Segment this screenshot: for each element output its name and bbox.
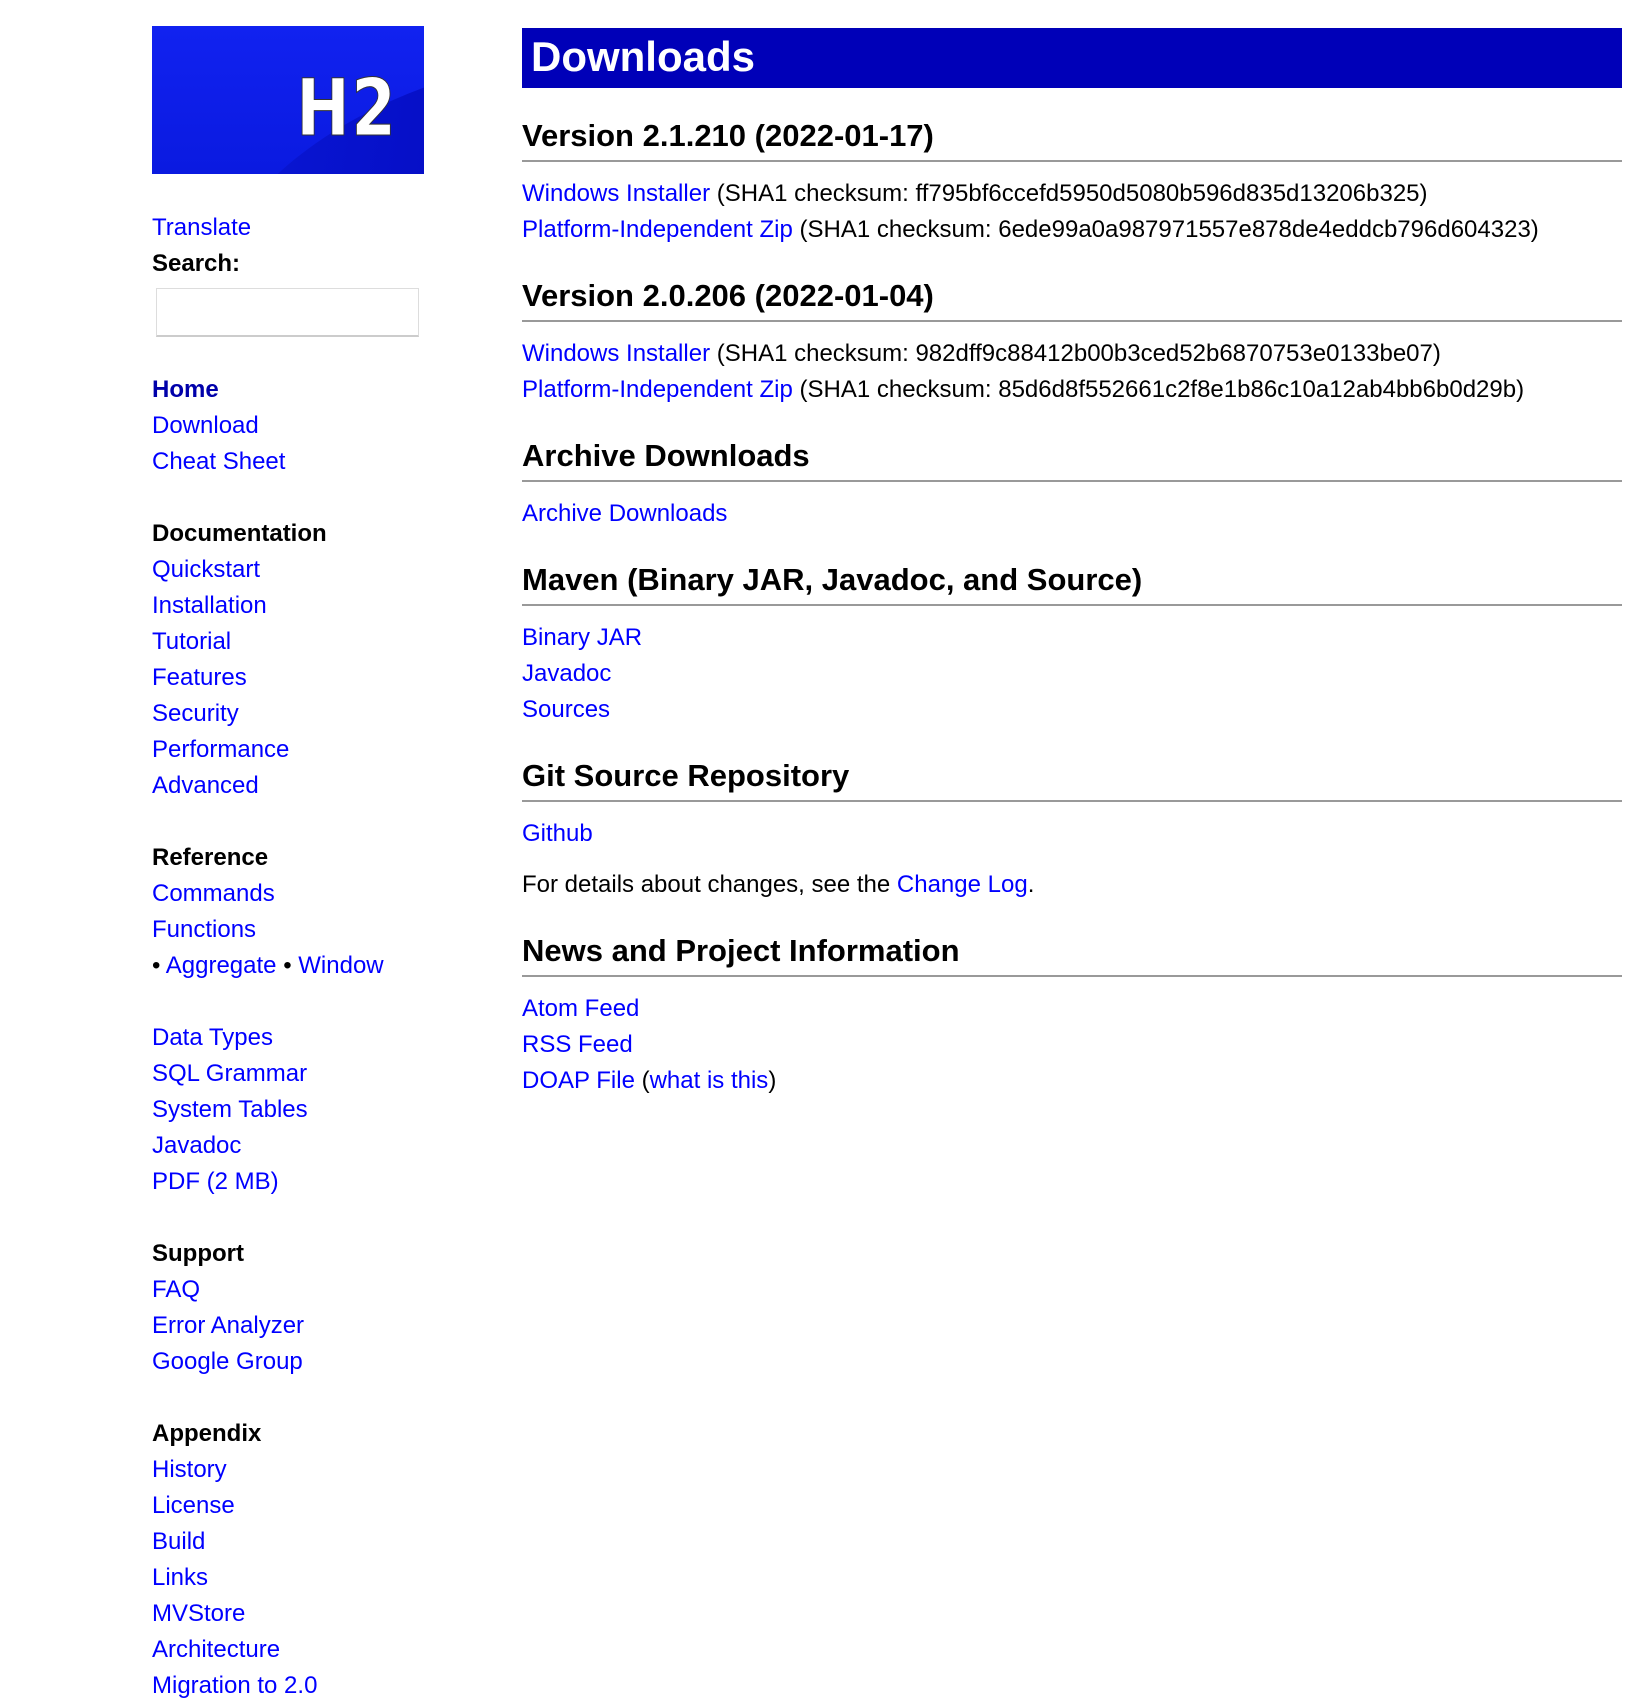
rss-feed-link[interactable]: RSS Feed <box>522 1031 633 1058</box>
archive-downloads-link[interactable]: Archive Downloads <box>522 500 728 527</box>
page-title: Downloads <box>522 28 1622 88</box>
binary-jar-link[interactable]: Binary JAR <box>522 624 643 651</box>
archive-heading: Archive Downloads <box>522 438 1622 482</box>
sidebar-item-aggregate[interactable]: Aggregate <box>165 952 277 979</box>
sidebar-item-features[interactable]: Features <box>152 664 247 691</box>
changes-suffix: . <box>1027 871 1035 898</box>
section-documentation: Documentation <box>152 520 327 547</box>
sidebar-item-security[interactable]: Security <box>152 700 239 727</box>
paren-open: ( <box>634 1067 650 1094</box>
paren-close: ) <box>768 1067 777 1094</box>
checksum: (SHA1 checksum: 982dff9c88412b00b3ced52b6870753e0133be07) <box>716 340 1441 367</box>
bullet: • <box>283 952 292 979</box>
windows-installer-link[interactable]: Windows Installer <box>522 340 711 367</box>
sidebar-item-installation[interactable]: Installation <box>152 592 267 619</box>
sidebar-item-cheat-sheet[interactable]: Cheat Sheet <box>152 448 286 475</box>
logo-text: H2 <box>296 64 398 154</box>
checksum: (SHA1 checksum: 6ede99a0a987971557e878de4eddcb796d604323) <box>799 216 1539 243</box>
sidebar-item-license[interactable]: License <box>152 1492 235 1519</box>
sidebar-item-javadoc[interactable]: Javadoc <box>152 1132 242 1159</box>
version-heading: Version 2.1.210 (2022-01-17) <box>522 118 1622 162</box>
sidebar-item-links[interactable]: Links <box>152 1564 209 1591</box>
sidebar-item-migration-to-2-0[interactable]: Migration to 2.0 <box>152 1672 318 1699</box>
platform-zip-link[interactable]: Platform-Independent Zip <box>522 376 793 403</box>
platform-zip-link[interactable]: Platform-Independent Zip <box>522 216 793 243</box>
version-heading: Version 2.0.206 (2022-01-04) <box>522 278 1622 322</box>
sidebar-item-build[interactable]: Build <box>152 1528 206 1555</box>
sidebar-item-system-tables[interactable]: System Tables <box>152 1096 308 1123</box>
sidebar-item-advanced[interactable]: Advanced <box>152 772 259 799</box>
change-log-link[interactable]: Change Log <box>896 871 1028 898</box>
git-heading: Git Source Repository <box>522 758 1622 802</box>
sidebar-item-window[interactable]: Window <box>298 952 384 979</box>
sidebar-item-home[interactable]: Home <box>152 376 219 403</box>
changes-text <box>522 867 1622 903</box>
sidebar-item-error-analyzer[interactable]: Error Analyzer <box>152 1312 305 1339</box>
sidebar-item-faq[interactable]: FAQ <box>152 1276 201 1303</box>
windows-installer-link[interactable]: Windows Installer <box>522 180 711 207</box>
news-heading: News and Project Information <box>522 933 1622 977</box>
what-is-this-link[interactable]: what is this <box>649 1067 769 1094</box>
sidebar-item-mvstore[interactable]: MVStore <box>152 1600 246 1627</box>
sidebar-item-sql-grammar[interactable]: SQL Grammar <box>152 1060 308 1087</box>
checksum: (SHA1 checksum: ff795bf6ccefd5950d5080b596d835d13206b325) <box>716 180 1428 207</box>
h2-logo[interactable] <box>152 26 424 174</box>
atom-feed-link[interactable]: Atom Feed <box>522 995 640 1022</box>
sidebar-item-data-types[interactable]: Data Types <box>152 1024 273 1051</box>
sidebar-item-quickstart[interactable]: Quickstart <box>152 556 261 583</box>
sidebar-item-architecture[interactable]: Architecture <box>152 1636 281 1663</box>
checksum: (SHA1 checksum: 85d6d8f552661c2f8e1b86c10a12ab4bb6b0d29b) <box>799 376 1525 403</box>
doap-file-link[interactable]: DOAP File <box>522 1067 635 1094</box>
sidebar-item-download[interactable]: Download <box>152 412 259 439</box>
sidebar-item-functions[interactable]: Functions <box>152 916 257 943</box>
sidebar <box>152 26 452 1704</box>
sidebar-item-commands[interactable]: Commands <box>152 880 275 907</box>
maven-heading: Maven (Binary JAR, Javadoc, and Source) <box>522 562 1622 606</box>
changes-prefix: For details about changes, see the <box>522 871 897 898</box>
sidebar-item-history[interactable]: History <box>152 1456 227 1483</box>
section-reference: Reference <box>152 844 269 871</box>
translate-link[interactable]: Translate <box>152 214 252 241</box>
sources-link[interactable]: Sources <box>522 696 611 723</box>
main-content <box>522 28 1622 1099</box>
github-link[interactable]: Github <box>522 820 593 847</box>
section-appendix: Appendix <box>152 1420 262 1447</box>
sidebar-item-google-group[interactable]: Google Group <box>152 1348 303 1375</box>
search-label: Search: <box>152 250 241 277</box>
bullet: • <box>152 952 161 979</box>
section-support: Support <box>152 1240 244 1267</box>
search-input[interactable] <box>156 288 419 337</box>
sidebar-item-pdf-2-mb[interactable]: PDF (2 MB) <box>152 1168 279 1195</box>
javadoc-link[interactable]: Javadoc <box>522 660 612 687</box>
sidebar-item-tutorial[interactable]: Tutorial <box>152 628 232 655</box>
sidebar-item-performance[interactable]: Performance <box>152 736 290 763</box>
